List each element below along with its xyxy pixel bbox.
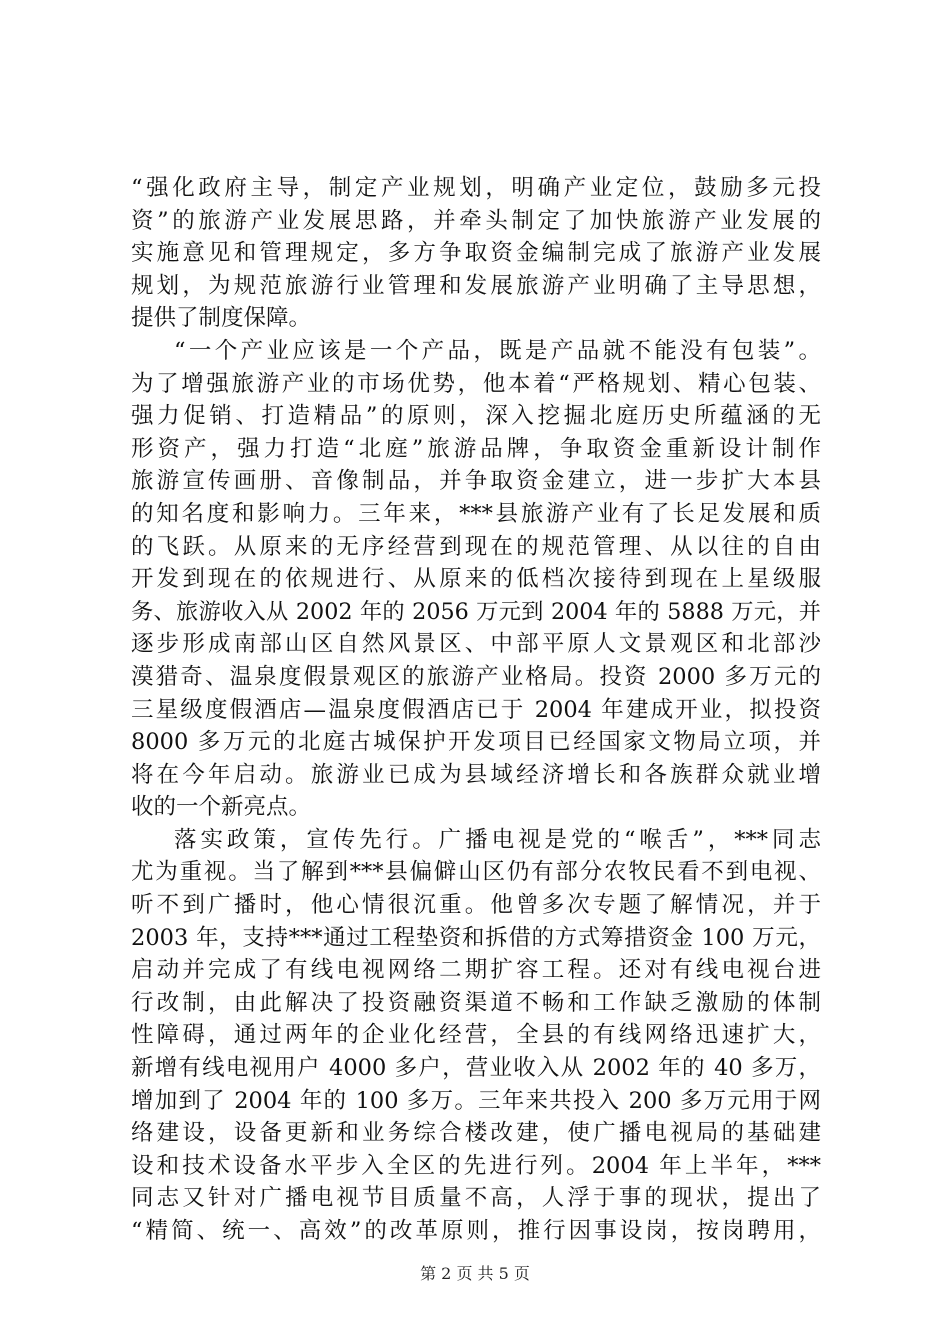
text-line: 同志又针对广播电视节目质量不高，人浮于事的现状，提出了 xyxy=(131,1185,821,1212)
text-line: 络建设，设备更新和业务综合楼改建，使广播电视局的基础建 xyxy=(131,1120,821,1147)
text-line: 增加到了 2004 年的 100 多万。三年来共投入 200 多万元用于网 xyxy=(131,1087,821,1114)
text-line: 为了增强旅游产业的市场优势，他本着“严格规划、精心包装、 xyxy=(131,370,821,397)
text-line: 行改制，由此解决了投资融资渠道不畅和工作缺乏激励的体制 xyxy=(131,989,821,1016)
text-line: 收的一个新亮点。 xyxy=(131,794,312,821)
text-line: 旅游宣传画册、音像制品，并争取资金建立，进一步扩大本县 xyxy=(131,468,821,495)
document-body xyxy=(131,172,821,1248)
text-line: 实施意见和管理规定，多方争取资金编制完成了旅游产业发展 xyxy=(131,240,821,267)
text-line: 新增有线电视用户 4000 多户，营业收入从 2002 年的 40 多万， xyxy=(131,1055,821,1082)
text-line: “精简、统一、高效”的改革原则，推行因事设岗，按岗聘用， xyxy=(131,1218,821,1244)
text-line: 的知名度和影响力。三年来，***县旅游产业有了长足发展和质 xyxy=(131,500,821,527)
text-line: 尤为重视。当了解到***县偏僻山区仍有部分农牧民看不到电视、 xyxy=(131,859,821,886)
text-line: 8000 多万元的北庭古城保护开发项目已经国家文物局立项，并 xyxy=(131,729,821,756)
text-line: “一个产业应该是一个产品，既是产品就不能没有包装”。 xyxy=(174,337,821,364)
text-line: 强力促销、打造精品”的原则，深入挖掘北庭历史所蕴涵的无 xyxy=(131,403,821,430)
text-line: 听不到广播时，他心情很沉重。他曾多次专题了解情况，并于 xyxy=(131,892,821,919)
text-line: 启动并完成了有线电视网络二期扩容工程。还对有线电视台进 xyxy=(131,957,821,984)
text-line: 性障碍，通过两年的企业化经营，全县的有线网络迅速扩大， xyxy=(131,1022,821,1049)
text-line: 的飞跃。从原来的无序经营到现在的规范管理、从以往的自由 xyxy=(131,533,821,560)
text-line: 落实政策，宣传先行。广播电视是党的“喉舌”，***同志 xyxy=(174,826,821,853)
text-line: 规划，为规范旅游行业管理和发展旅游产业明确了主导思想， xyxy=(131,272,821,299)
text-line: 漠猎奇、温泉度假景观区的旅游产业格局。投资 2000 多万元的 xyxy=(131,663,821,690)
text-line: 形资产，强力打造“北庭”旅游品牌，争取资金重新设计制作 xyxy=(131,435,821,462)
text-line: 开发到现在的依规进行、从原来的低档次接待到现在上星级服 xyxy=(131,566,821,593)
text-line: 2003 年，支持***通过工程垫资和拆借的方式筹措资金 100 万元， xyxy=(131,924,821,951)
text-line: 资”的旅游产业发展思路，并牵头制定了加快旅游产业发展的 xyxy=(131,207,821,234)
text-line: 逐步形成南部山区自然风景区、中部平原人文景观区和北部沙 xyxy=(131,631,821,658)
text-line: “强化政府主导，制定产业规划，明确产业定位，鼓励多元投 xyxy=(131,175,821,201)
text-line: 提供了制度保障。 xyxy=(131,305,312,332)
text-line: 将在今年启动。旅游业已成为县域经济增长和各族群众就业增 xyxy=(131,761,821,788)
page-number-footer: 第 2 页 共 5 页 xyxy=(420,1264,530,1283)
text-line: 设和技术设备水平步入全区的先进行列。2004 年上半年，*** xyxy=(131,1152,821,1179)
text-line: 务、旅游收入从 2002 年的 2056 万元到 2004 年的 5888 万元，并 xyxy=(131,598,821,625)
text-line: 三星级度假酒店—温泉度假酒店已于 2004 年建成开业，拟投资 xyxy=(131,696,821,723)
